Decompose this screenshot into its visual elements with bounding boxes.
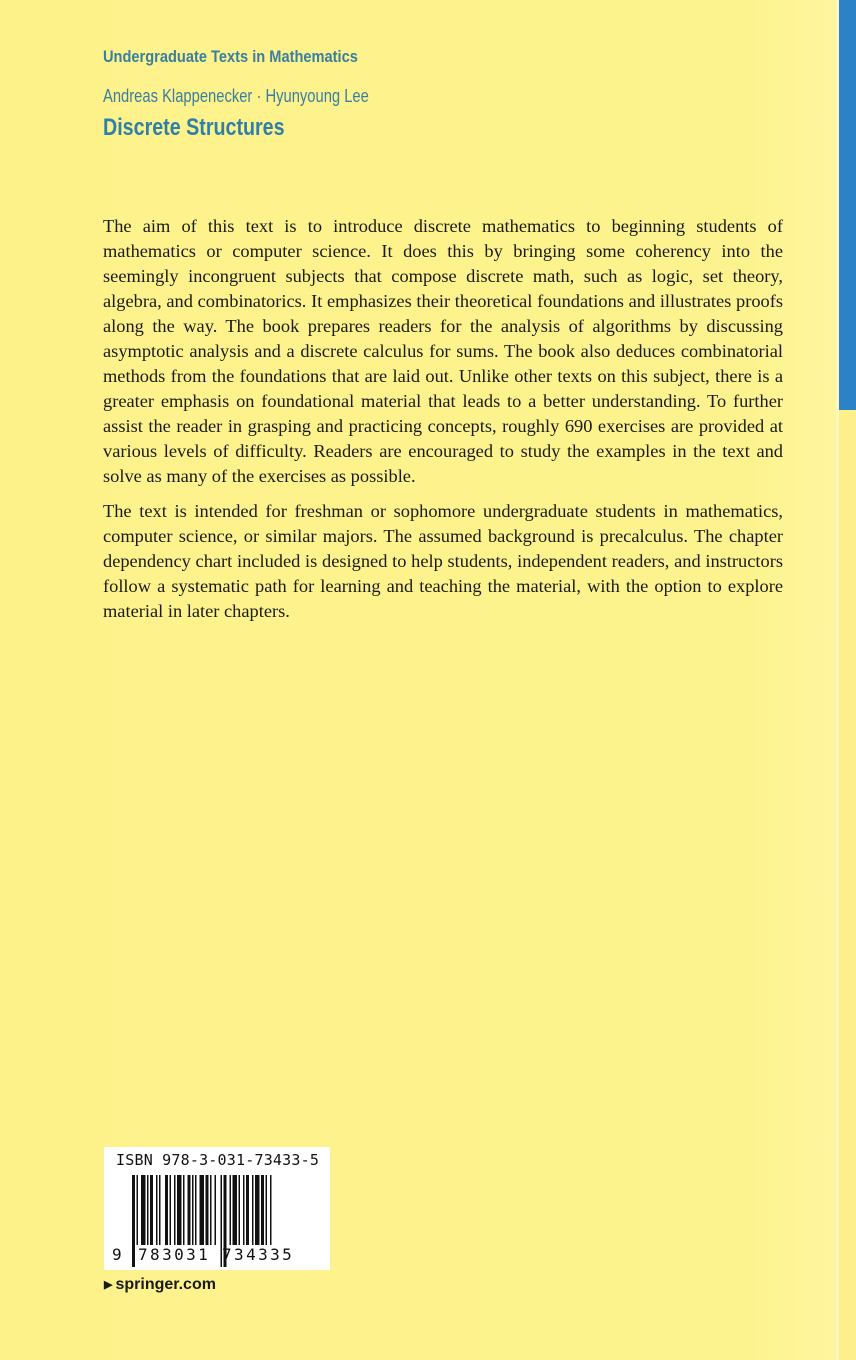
barcode-bar: [239, 1175, 241, 1245]
barcode-bar: [206, 1175, 209, 1245]
barcode-bar: [188, 1175, 191, 1245]
barcode-bar: [252, 1175, 254, 1245]
blurb-paragraph: The text is intended for freshman or sophomore undergraduate students in mathematics, computer science, or similar majors. The assumed background is precalculus. The chapter dependency chart included is designed to help students, independent readers, and instructors follow a systematic path for learning and teaching the material, with the option to explore material in later chapters.: [103, 501, 783, 621]
barcode-digit-first: 9: [112, 1245, 122, 1264]
barcode-bar: [174, 1175, 176, 1245]
barcode-bar: [156, 1175, 158, 1245]
authors: Andreas Klappenecker · Hyunyoung Lee: [103, 86, 369, 106]
barcode-bar: [270, 1175, 272, 1245]
barcode-digits-right: 734335: [222, 1245, 295, 1264]
isbn-barcode: [104, 1147, 330, 1270]
barcode-bar: [233, 1175, 238, 1245]
barcode-bar: [147, 1175, 149, 1245]
blurb-paragraph: The aim of this text is to introduce discrete mathematics to beginning students of mathematics or computer science. It does this by bringing some coherency into the seemingly incongruent subjects that compose discrete math, such as logic, set theory, algebra, and combinatorics. It emphasizes their theoretical foundations and illustrates proofs along the way. The book prepares readers for the analysis of algorithms by discussing asymptotic analysis and a discrete calculus for sums. The book also deduces combinatorial methods from the foundations that are laid out. Unlike other texts on this subject, there is a greater emphasis on foundational material that leads to a better understanding. To further assist the reader in grasping and practicing concepts, roughly 690 exercises are provided at various levels of difficulty. Readers are encouraged to study the examples in the text and solve as many of the exercises as possible.: [103, 216, 783, 486]
publisher-link[interactable]: [104, 1276, 216, 1294]
barcode-digits-left: 783031: [138, 1245, 211, 1264]
barcode-bar: [195, 1175, 197, 1245]
barcode-bar: [243, 1175, 245, 1245]
barcode-bar: [150, 1175, 153, 1245]
book-title: Discrete Structures: [103, 114, 285, 141]
barcode-bar: [261, 1175, 264, 1245]
barcode-bar: [137, 1175, 139, 1245]
triangle-right-icon: ▶: [104, 1279, 113, 1291]
barcode-bar: [230, 1175, 232, 1245]
publisher-site: springer.com: [115, 1276, 216, 1293]
series-title: Undergraduate Texts in Mathematics: [103, 47, 358, 66]
barcode-bar: [141, 1175, 146, 1245]
barcode-bar: [246, 1175, 249, 1245]
barcode-bar: [177, 1175, 182, 1245]
barcode-bar: [200, 1175, 205, 1245]
barcode-bar: [266, 1175, 268, 1245]
barcode-bar: [215, 1175, 217, 1245]
barcode-bar: [210, 1175, 212, 1245]
barcode-bar: [183, 1175, 185, 1245]
spine-color-band: [839, 0, 856, 410]
blurb: [103, 214, 783, 634]
barcode-bar: [159, 1175, 161, 1245]
barcode-bar: [132, 1175, 135, 1267]
barcode-bar: [170, 1175, 172, 1245]
barcode-bar: [255, 1175, 260, 1245]
barcode-bar: [165, 1175, 168, 1245]
barcode-bar: [192, 1175, 194, 1245]
isbn-label: ISBN 978-3-031-73433-5: [116, 1151, 320, 1169]
